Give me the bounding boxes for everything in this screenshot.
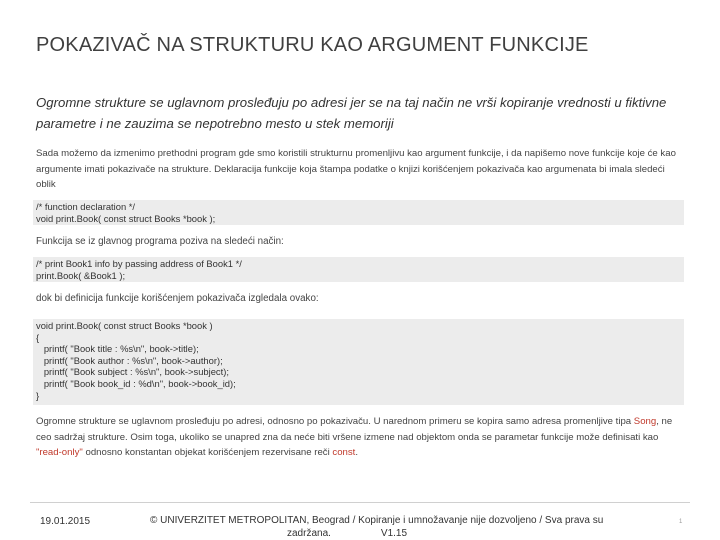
paragraph-1: Sada možemo da izmenimo prethodni program gde smo koristili strukturnu promenljivu kao argument funkcije, i da napišemo nove funkcije koje će kao argumente imati pokazivače na strukture. Deklaracija funkcije koja štampa podatke o knjizi korišćenjem pokazivača kao argumenata bi imala sledeći oblik	[36, 148, 676, 190]
keyword-read-only: "read-only"	[36, 447, 83, 458]
summary-text-4: .	[355, 447, 358, 458]
code-block-definition: void print.Book( const struct Books *book ) { printf( "Book title : %s\n", book->title); printf( "Book author : %s\n", book->author); printf( "Book subject : %s\n", book->subject); printf( "Book book_id : %d\n", book->book_id); }	[33, 319, 684, 405]
summary-text-2: , ne ceo sadržaj strukture. Osim toga, ukoliko se unapred zna da neće biti vršene izmene nad objektom onda se parametar funkcije može definisati kao	[36, 416, 673, 443]
page-number: 1	[679, 519, 683, 525]
footer-copyright-rights: zadržana.	[287, 528, 331, 539]
footer-version: V1.15	[380, 528, 408, 539]
paragraph-call-intro: Funkcija se iz glavnog programa poziva na sledeći način:	[36, 236, 284, 247]
footer-divider	[30, 502, 690, 503]
code-block-call: /* print Book1 info by passing address of Book1 */ print.Book( &Book1 );	[33, 257, 684, 282]
slide-title: POKAZIVAČ NA STRUKTURU KAO ARGUMENT FUNKCIJE	[36, 34, 589, 56]
summary-text-1: Ogromne strukture se uglavnom prosleđuju po adresi, odnosno po pokazivaču. U narednom primeru se kopira samo adresa promenljive tipa	[36, 416, 634, 427]
intro-text: Ogromne strukture se uglavnom prosleđuju po adresi jer se na taj način ne vrši kopiranje vrednosti u fiktivne parametre i ne zauzima se nepotrebno mesto u stek memoriji	[36, 95, 667, 131]
footer-date: 19.01.2015	[40, 516, 91, 527]
footer-copyright-line-1: © UNIVERZITET METROPOLITAN, Beograd / Kopiranje i umnožavanje nije dozvoljeno / Sva prava su	[150, 515, 604, 526]
summary-text-3: odnosno konstantan objekat korišćenjem rezervisane reči	[82, 447, 333, 458]
paragraph-summary	[36, 414, 686, 461]
keyword-const: const	[332, 447, 356, 458]
footer-copyright	[150, 514, 684, 540]
code-block-declaration: /* function declaration */ void print.Book( const struct Books *book );	[33, 200, 684, 225]
keyword-song: Song	[633, 416, 657, 427]
footer-copyright-line-2	[150, 527, 684, 540]
paragraph-definition-intro: dok bi definicija funkcije korišćenjem pokazivača izgledala ovako:	[36, 293, 319, 304]
